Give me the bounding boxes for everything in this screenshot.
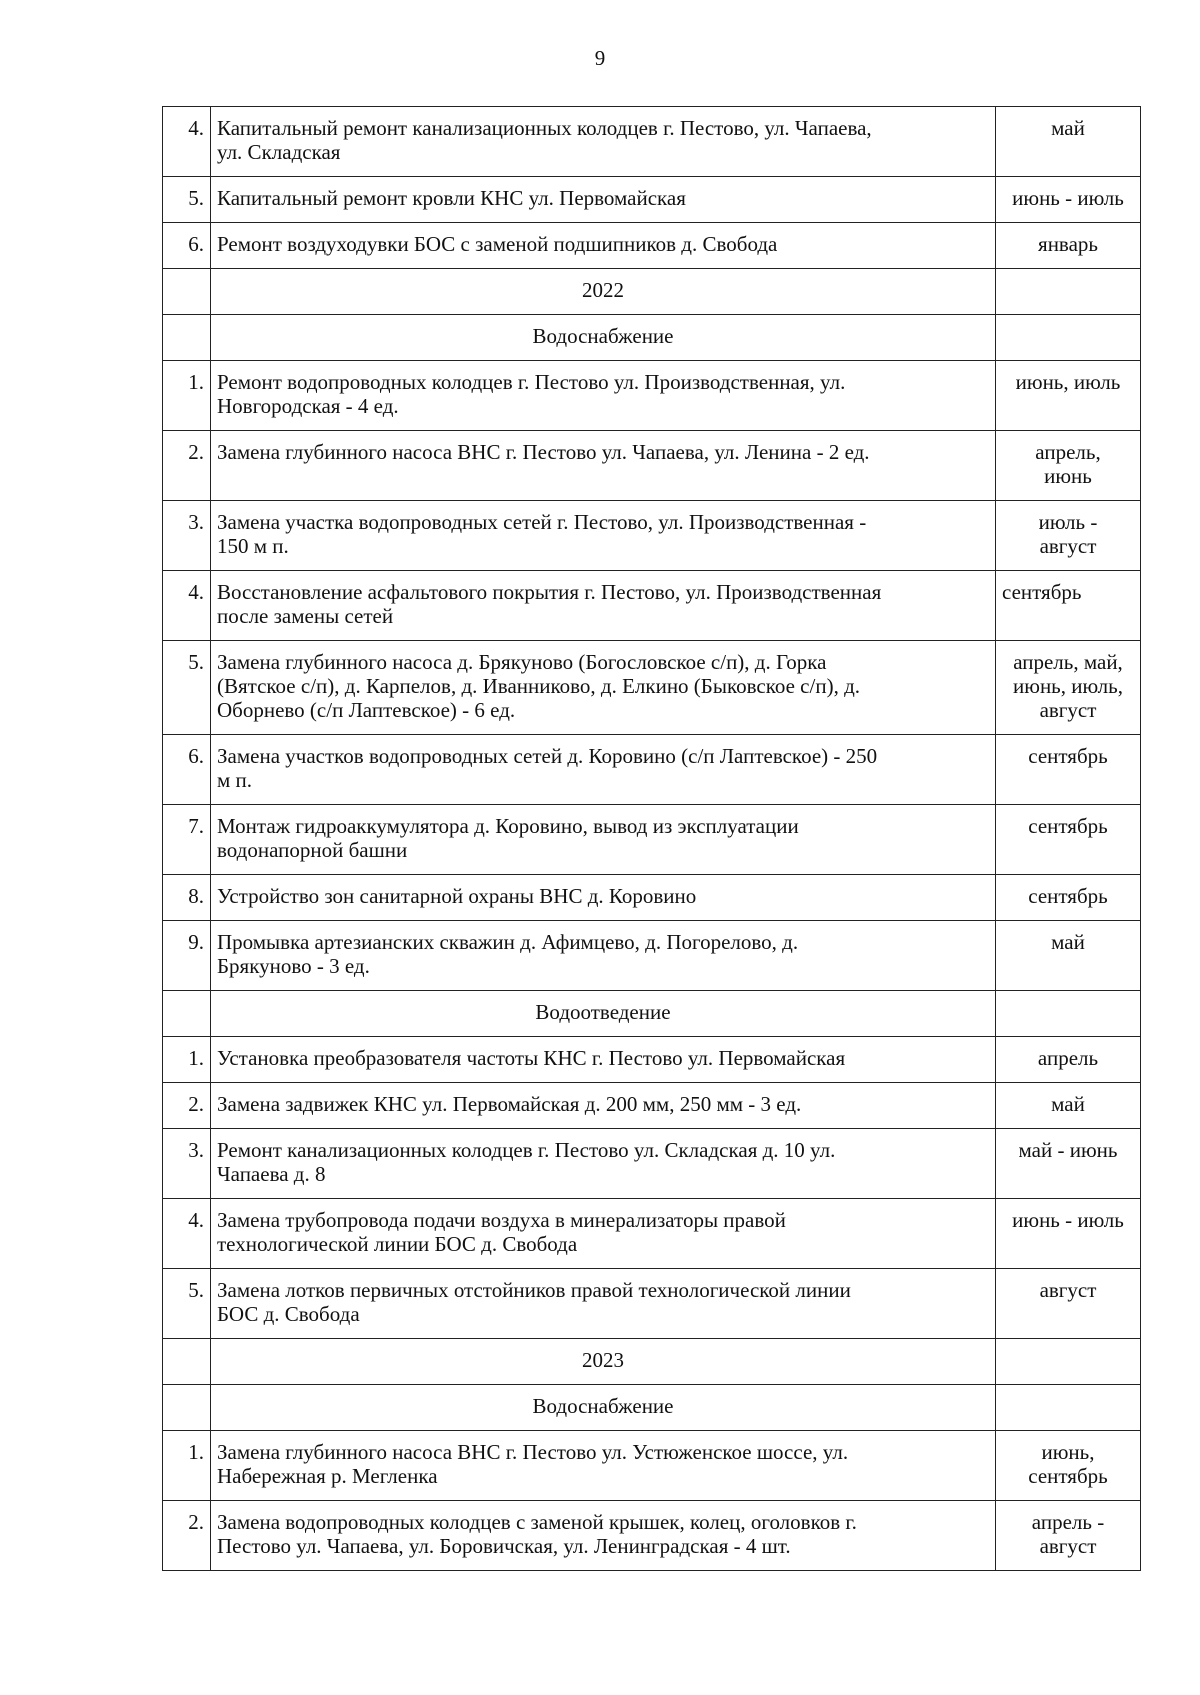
empty-cell [996, 991, 1141, 1037]
work-item-row [163, 805, 1141, 875]
work-description: Замена трубопровода подачи воздуха в минерализаторы правой технологической линии БОС д. Свобода [211, 1199, 996, 1269]
work-description: Замена участка водопроводных сетей г. Пестово, ул. Производственная - 150 м п. [211, 501, 996, 571]
work-item-row [163, 1501, 1141, 1571]
item-number: 3. [163, 1129, 211, 1199]
work-description: Устройство зон санитарной охраны ВНС д. Коровино [211, 875, 996, 921]
work-item-row [163, 1199, 1141, 1269]
item-number: 2. [163, 431, 211, 501]
item-number: 8. [163, 875, 211, 921]
work-item-row [163, 361, 1141, 431]
work-period: сентябрь [996, 875, 1141, 921]
section-header-row [163, 1339, 1141, 1385]
work-description: Замена участков водопроводных сетей д. Коровино (с/п Лаптевское) - 250 м п. [211, 735, 996, 805]
item-number: 2. [163, 1083, 211, 1129]
works-schedule-body [163, 107, 1141, 1571]
item-number: 5. [163, 177, 211, 223]
work-item-row [163, 431, 1141, 501]
work-item-row [163, 1129, 1141, 1199]
work-period: январь [996, 223, 1141, 269]
work-period: май - июнь [996, 1129, 1141, 1199]
work-description: Замена водопроводных колодцев с заменой крышек, колец, оголовков г. Пестово ул. Чапаева, ул. Боровичская, ул. Ленинградская - 4 шт. [211, 1501, 996, 1571]
work-description: Ремонт воздуходувки БОС с заменой подшипников д. Свобода [211, 223, 996, 269]
work-period: июнь - июль [996, 177, 1141, 223]
work-period: апрель, июнь [996, 431, 1141, 501]
work-description: Промывка артезианских скважин д. Афимцево, д. Погорелово, д. Брякуново - 3 ед. [211, 921, 996, 991]
work-period: июнь - июль [996, 1199, 1141, 1269]
empty-cell [163, 269, 211, 315]
item-number: 1. [163, 361, 211, 431]
section-header-row [163, 269, 1141, 315]
work-period: сентябрь [996, 805, 1141, 875]
empty-cell [996, 1339, 1141, 1385]
item-number: 3. [163, 501, 211, 571]
work-item-row [163, 501, 1141, 571]
item-number: 1. [163, 1037, 211, 1083]
work-item-row [163, 223, 1141, 269]
item-number: 4. [163, 1199, 211, 1269]
item-number: 9. [163, 921, 211, 991]
work-description: Замена задвижек КНС ул. Первомайская д. 200 мм, 250 мм - 3 ед. [211, 1083, 996, 1129]
work-item-row [163, 641, 1141, 735]
work-item-row [163, 107, 1141, 177]
work-item-row [163, 1083, 1141, 1129]
work-period: сентябрь [996, 735, 1141, 805]
section-header-row [163, 315, 1141, 361]
section-header-label: 2023 [211, 1339, 996, 1385]
work-period: апрель [996, 1037, 1141, 1083]
work-item-row [163, 875, 1141, 921]
work-period: июль - август [996, 501, 1141, 571]
work-description: Монтаж гидроаккумулятора д. Коровино, вывод из эксплуатации водонапорной башни [211, 805, 996, 875]
works-schedule-table [162, 106, 1141, 1571]
empty-cell [163, 1339, 211, 1385]
work-description: Замена глубинного насоса ВНС г. Пестово ул. Чапаева, ул. Ленина - 2 ед. [211, 431, 996, 501]
empty-cell [996, 1385, 1141, 1431]
item-number: 6. [163, 735, 211, 805]
item-number: 1. [163, 1431, 211, 1501]
item-number: 4. [163, 107, 211, 177]
work-description: Восстановление асфальтового покрытия г. Пестово, ул. Производственная после замены сетей [211, 571, 996, 641]
work-description: Капитальный ремонт кровли КНС ул. Первомайская [211, 177, 996, 223]
work-period: июнь, июль [996, 361, 1141, 431]
work-period: сентябрь [996, 571, 1141, 641]
page-number: 9 [594, 46, 606, 70]
work-description: Установка преобразователя частоты КНС г. Пестово ул. Первомайская [211, 1037, 996, 1083]
work-item-row [163, 735, 1141, 805]
work-description: Замена глубинного насоса д. Брякуново (Богословское с/п), д. Горка (Вятское с/п), д. Карпелов, д. Иванниково, д. Елкино (Быковское с/п), д. Оборнево (с/п Лаптевское) - 6 ед. [211, 641, 996, 735]
section-header-label: Водоснабжение [211, 315, 996, 361]
work-period: июнь, сентябрь [996, 1431, 1141, 1501]
empty-cell [163, 1385, 211, 1431]
work-item-row [163, 1037, 1141, 1083]
empty-cell [163, 315, 211, 361]
empty-cell [996, 269, 1141, 315]
item-number: 6. [163, 223, 211, 269]
work-period: апрель - август [996, 1501, 1141, 1571]
work-period: май [996, 1083, 1141, 1129]
item-number: 7. [163, 805, 211, 875]
section-header-row [163, 1385, 1141, 1431]
work-item-row [163, 571, 1141, 641]
work-period: май [996, 107, 1141, 177]
work-item-row [163, 1269, 1141, 1339]
work-item-row [163, 921, 1141, 991]
item-number: 2. [163, 1501, 211, 1571]
work-description: Ремонт водопроводных колодцев г. Пестово ул. Производственная, ул. Новгородская - 4 ед. [211, 361, 996, 431]
item-number: 4. [163, 571, 211, 641]
section-header-label: Водоотведение [211, 991, 996, 1037]
empty-cell [996, 315, 1141, 361]
work-description: Ремонт канализационных колодцев г. Пестово ул. Складская д. 10 ул. Чапаева д. 8 [211, 1129, 996, 1199]
work-period: август [996, 1269, 1141, 1339]
work-description: Замена лотков первичных отстойников правой технологической линии БОС д. Свобода [211, 1269, 996, 1339]
work-description: Капитальный ремонт канализационных колодцев г. Пестово, ул. Чапаева, ул. Складская [211, 107, 996, 177]
empty-cell [163, 991, 211, 1037]
work-period: май [996, 921, 1141, 991]
section-header-label: Водоснабжение [211, 1385, 996, 1431]
work-period: апрель, май, июнь, июль, август [996, 641, 1141, 735]
work-item-row [163, 177, 1141, 223]
work-description: Замена глубинного насоса ВНС г. Пестово ул. Устюженское шоссе, ул. Набережная р. Мегленка [211, 1431, 996, 1501]
item-number: 5. [163, 641, 211, 735]
work-item-row [163, 1431, 1141, 1501]
section-header-row [163, 991, 1141, 1037]
section-header-label: 2022 [211, 269, 996, 315]
item-number: 5. [163, 1269, 211, 1339]
